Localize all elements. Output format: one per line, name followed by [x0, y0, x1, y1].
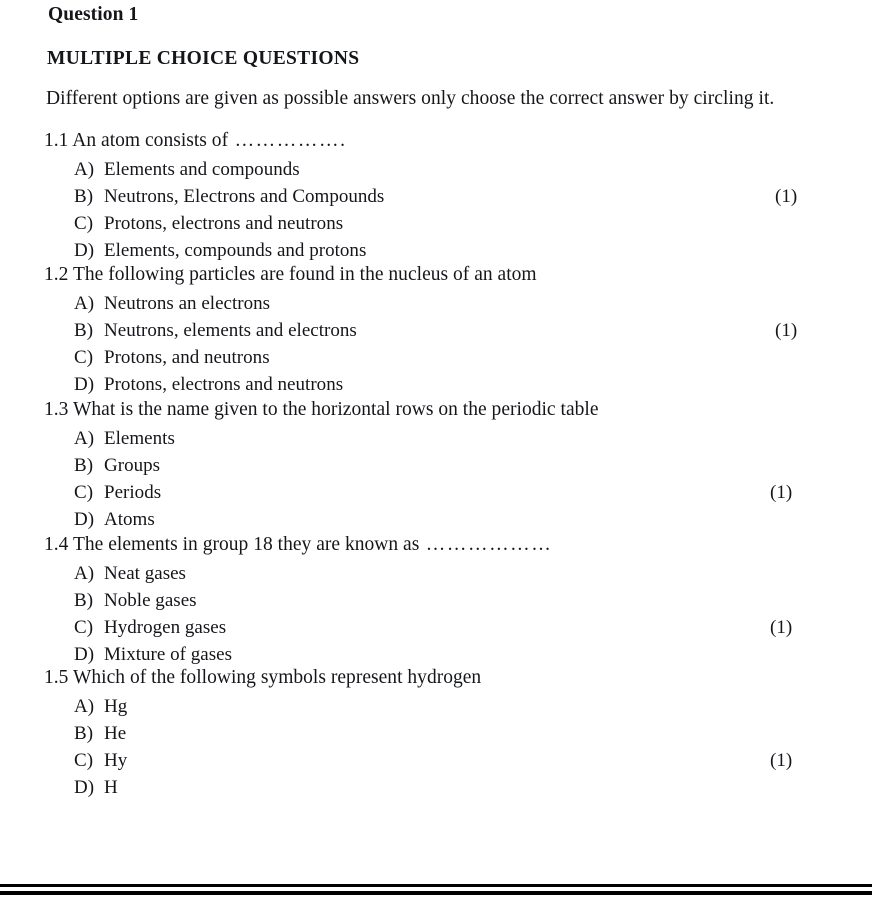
option-text: Neutrons an electrons — [104, 293, 271, 314]
option-letter: C) — [74, 347, 94, 368]
option-row[interactable] — [74, 374, 343, 396]
mark-allocation: (1) — [770, 482, 793, 503]
option-text: Noble gases — [104, 590, 197, 611]
option-row[interactable] — [74, 482, 161, 504]
option-text: Hg — [104, 696, 128, 717]
option-row[interactable] — [74, 509, 155, 531]
option-row[interactable] — [74, 240, 366, 262]
page-title: Question 1 — [48, 4, 139, 25]
instruction-text: Different options are given as possible answers only choose the correct answer by circling it. — [46, 88, 775, 109]
horizontal-rule-top — [0, 884, 872, 887]
option-letter: A) — [74, 159, 95, 180]
mark-allocation: (1) — [775, 320, 798, 341]
answer-blank-dots: ……………. — [228, 130, 347, 151]
option-row[interactable] — [74, 213, 343, 235]
question-stem — [44, 264, 537, 286]
option-letter: D) — [74, 509, 95, 530]
mark-allocation: (1) — [770, 750, 793, 771]
option-row[interactable] — [74, 590, 197, 612]
option-text: Neutrons, Electrons and Compounds — [104, 186, 385, 207]
option-text: Hy — [104, 750, 128, 771]
question-text: An atom consists of — [72, 130, 229, 151]
option-row[interactable] — [74, 777, 118, 799]
option-row[interactable] — [74, 320, 357, 342]
option-letter: C) — [74, 213, 94, 234]
option-letter: D) — [74, 240, 95, 261]
option-row[interactable] — [74, 293, 270, 315]
option-row[interactable] — [74, 563, 186, 585]
question-text: The following particles are found in the nucleus of an atom — [72, 264, 537, 285]
option-letter: B) — [74, 590, 94, 611]
option-letter: B) — [74, 455, 94, 476]
question-text: What is the name given to the horizontal rows on the periodic table — [72, 399, 599, 420]
question-text: Which of the following symbols represent hydrogen — [72, 667, 482, 688]
option-text: Elements and compounds — [104, 159, 300, 180]
option-text: Mixture of gases — [104, 644, 233, 665]
option-text: H — [104, 777, 118, 798]
option-text: Protons, and neutrons — [104, 347, 270, 368]
option-text: Periods — [104, 482, 162, 503]
mark-allocation: (1) — [775, 186, 798, 207]
option-row[interactable] — [74, 186, 384, 208]
option-text: Atoms — [104, 509, 155, 530]
option-row[interactable] — [74, 644, 232, 666]
option-text: Protons, electrons and neutrons — [104, 213, 344, 234]
question-stem — [44, 534, 552, 556]
option-letter: B) — [74, 723, 94, 744]
option-row[interactable] — [74, 723, 126, 745]
option-text: He — [104, 723, 127, 744]
question-stem — [44, 130, 347, 152]
option-letter: A) — [74, 428, 95, 449]
option-text: Elements, compounds and protons — [104, 240, 367, 261]
question-stem — [44, 667, 481, 689]
option-row[interactable] — [74, 750, 127, 772]
mark-allocation: (1) — [770, 617, 793, 638]
question-number: 1.4 — [44, 534, 73, 555]
option-row[interactable] — [74, 159, 300, 181]
option-letter: D) — [74, 644, 95, 665]
question-text: The elements in group 18 they are known as — [72, 534, 420, 555]
horizontal-rule-bottom — [0, 891, 872, 895]
option-letter: B) — [74, 186, 94, 207]
option-letter: C) — [74, 617, 94, 638]
answer-blank-dots: ……………… — [419, 534, 553, 555]
option-text: Groups — [104, 455, 161, 476]
option-row[interactable] — [74, 617, 226, 639]
option-letter: D) — [74, 777, 95, 798]
option-text: Neutrons, elements and electrons — [104, 320, 357, 341]
option-letter: C) — [74, 750, 94, 771]
option-text: Neat gases — [104, 563, 186, 584]
section-title: MULTIPLE CHOICE QUESTIONS — [47, 48, 360, 69]
question-number: 1.1 — [44, 130, 73, 151]
option-letter: B) — [74, 320, 94, 341]
option-letter: A) — [74, 563, 95, 584]
option-text: Elements — [104, 428, 175, 449]
option-letter: A) — [74, 696, 95, 717]
option-text: Hydrogen gases — [104, 617, 227, 638]
option-row[interactable] — [74, 428, 175, 450]
option-row[interactable] — [74, 455, 160, 477]
question-number: 1.2 — [44, 264, 73, 285]
option-letter: A) — [74, 293, 95, 314]
option-letter: D) — [74, 374, 95, 395]
question-number: 1.5 — [44, 667, 73, 688]
option-row[interactable] — [74, 696, 127, 718]
option-row[interactable] — [74, 347, 270, 369]
question-stem — [44, 399, 599, 421]
question-number: 1.3 — [44, 399, 73, 420]
option-text: Protons, electrons and neutrons — [104, 374, 344, 395]
option-letter: C) — [74, 482, 94, 503]
